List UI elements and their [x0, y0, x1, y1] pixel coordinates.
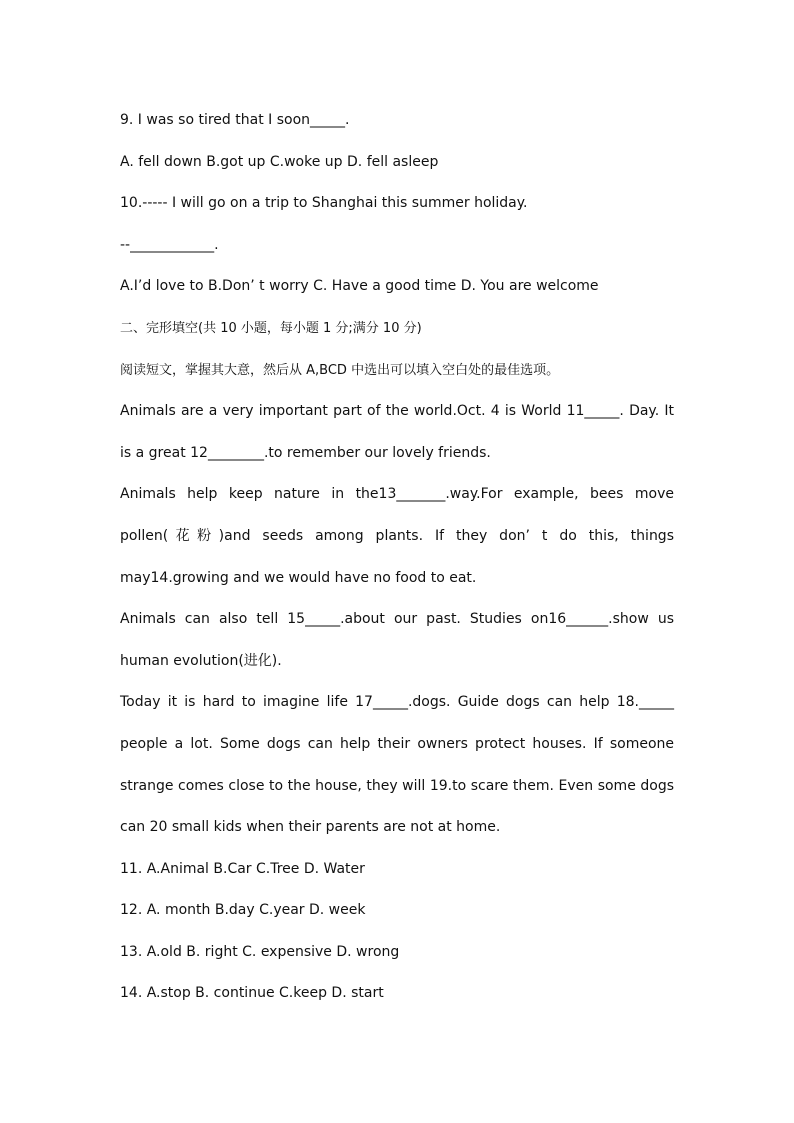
passage-paragraph-4: Today it is hard to imagine life 17_____.dogs. Guide dogs can help 18._____ people a lot. Some dogs can help their owners protect houses. If someone strange comes close to the house, they will 19.to scare them. Even some dogs can 20 small kids when their parents are not at home. — [120, 694, 674, 836]
question-10: 10.----- I will go on a trip to Shanghai this summer holiday. — [120, 195, 528, 212]
passage-paragraph-2: Animals help keep nature in the13_______.way.For example, bees move pollen(花粉)and seeds among plants. If they don’ t do this, things may14.growing and we would have no food to eat. — [120, 486, 674, 586]
passage-paragraph-1: Animals are a very important part of the world.Oct. 4 is World 11_____. Day. It is a great 12________.to remember our lovely friends. — [120, 403, 674, 461]
question-10-blank: --____________. — [120, 236, 219, 253]
passage-paragraph-3: Animals can also tell 15_____.about our past. Studies on16______.show us human evolution(进化). — [120, 611, 674, 669]
option-line-14: 14. A.stop B. continue C.keep D. start — [120, 985, 384, 1002]
option-line-13: 13. A.old B. right C. expensive D. wrong — [120, 943, 400, 960]
document-content — [120, 100, 674, 1015]
option-line-11: 11. A.Animal B.Car C.Tree D. Water — [120, 860, 365, 877]
question-9: 9. I was so tired that I soon_____. — [120, 112, 350, 128]
section-instruction: 阅读短文，掌握其大意，然后从 A,BCD 中选出可以填入空白处的最佳选项。 — [120, 362, 560, 378]
option-line-12: 12. A. month B.day C.year D. week — [120, 902, 366, 919]
section-heading: 二、完形填空(共 10 小题，每小题 1 分;满分 10 分) — [120, 320, 422, 336]
question-10-options: A.I’d love to B.Don’ t worry C. Have a good time D. You are welcome — [120, 278, 599, 295]
question-9-options: A. fell down B.got up C.woke up D. fell asleep — [120, 153, 439, 170]
